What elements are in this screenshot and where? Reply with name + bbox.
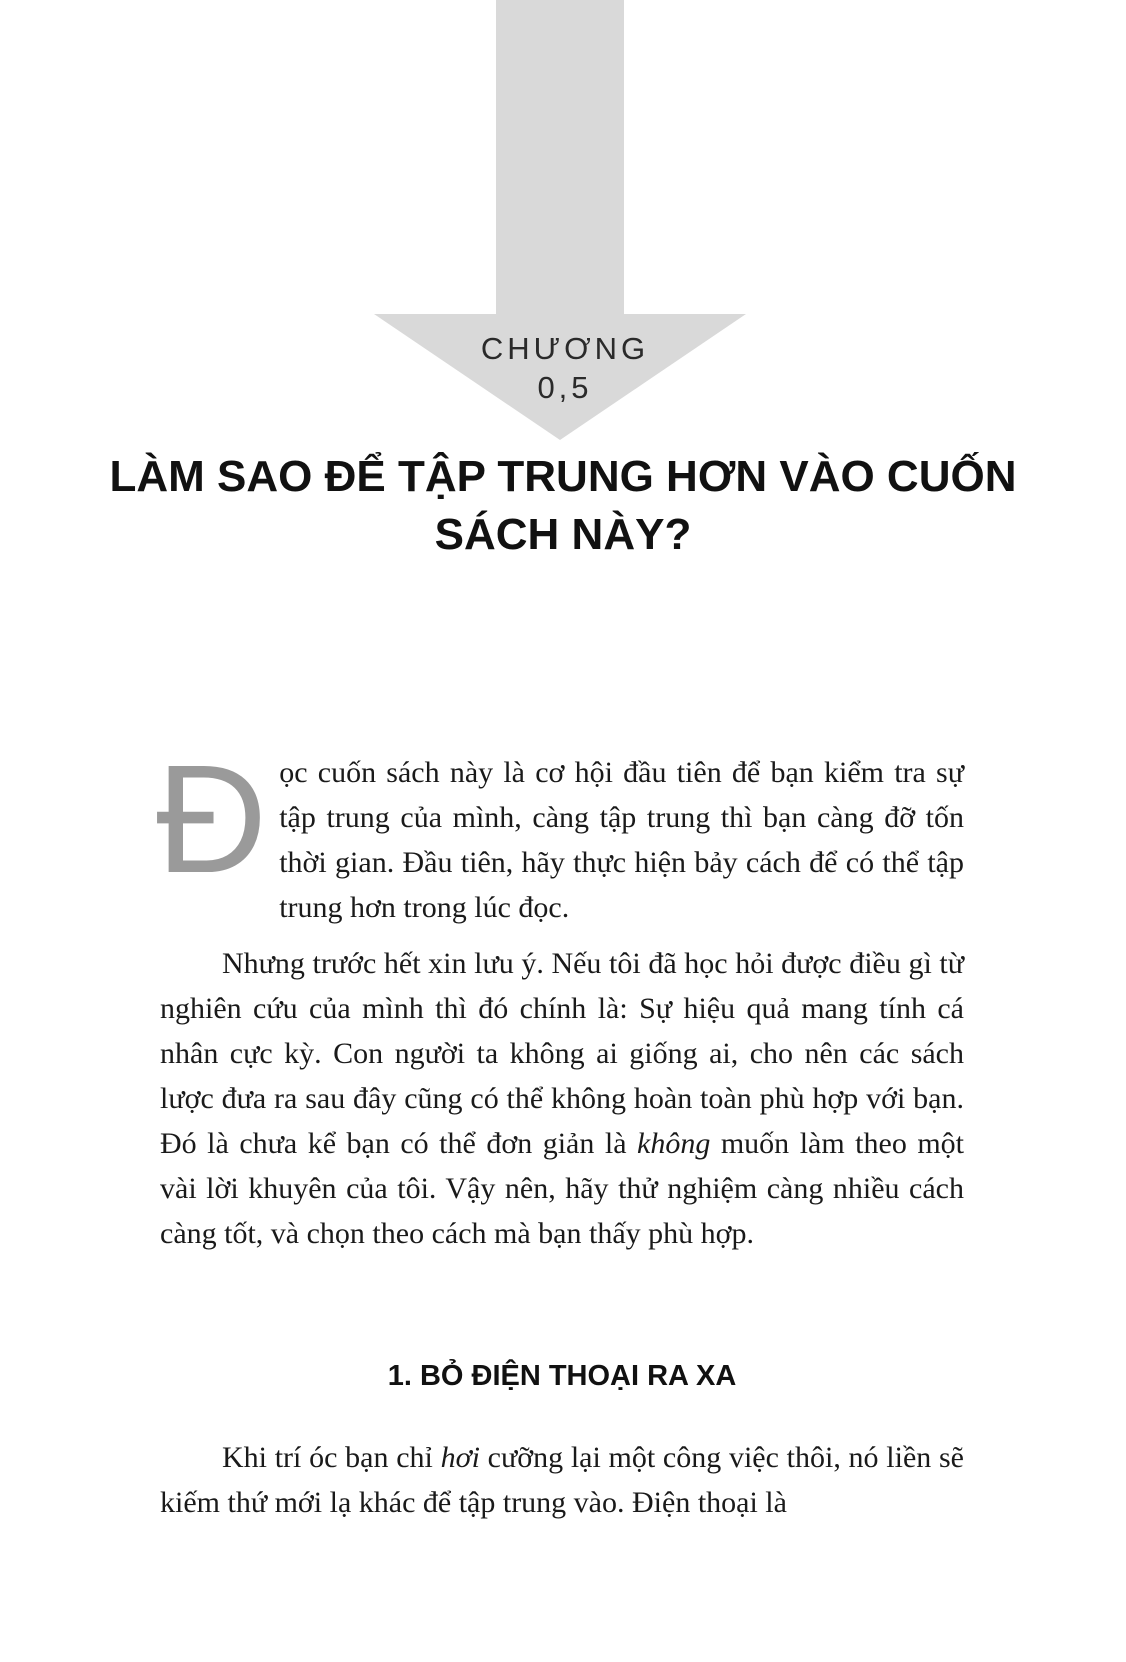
- paragraph-text: cưỡng lại một công việc thôi, nó liền sẽ kiếm thứ mới lạ khác để tập trung vào. Điện thoại là: [160, 1441, 964, 1519]
- paragraph-text: Nhưng trước hết xin lưu ý. Nếu tôi đã học hỏi được điều gì từ nghiên cứu của mình thì đó chính là: Sự hiệu quả mang tính cá nhân cực kỳ. Con người ta không ai giống ai, cho nên các sách lược đưa ra sau đây cũng có thể không hoàn toàn phù hợp với bạn. Đó là chưa kể bạn có thể đơn giản là: [160, 947, 964, 1160]
- section-heading: 1. BỎ ĐIỆN THOẠI RA XA: [387, 1360, 737, 1392]
- intro-paragraph: [156, 733, 964, 930]
- drop-cap: Đ: [156, 733, 268, 905]
- paragraph-text: muốn làm theo một vài lời khuyên của tôi. Vậy nên, hãy thử nghiệm càng nhiều cách càng tốt, và chọn theo cách mà bạn thấy phù hợp.: [160, 1127, 965, 1250]
- paragraph-text: Khi trí óc bạn chỉ: [222, 1441, 441, 1474]
- emphasis-text: không: [637, 1127, 711, 1160]
- emphasis-text: hơi: [440, 1441, 480, 1474]
- intro-text: ọc cuốn sách này là cơ hội đầu tiên để bạn kiểm tra sự tập trung của mình, càng tập trung thì bạn càng đỡ tốn thời gian. Đầu tiên, hãy thực hiện bảy cách để có thể tập trung hơn trong lúc đọc.: [279, 756, 964, 924]
- chapter-title: LÀM SAO ĐỂ TẬP TRUNG HƠN VÀO CUỐN SÁCH NÀY?: [109, 452, 1017, 559]
- chapter-label: CHƯƠNG: [480, 331, 650, 366]
- chapter-number: 0,5: [537, 370, 593, 405]
- body-paragraph: [160, 1435, 964, 1525]
- body-paragraph: [160, 941, 964, 1256]
